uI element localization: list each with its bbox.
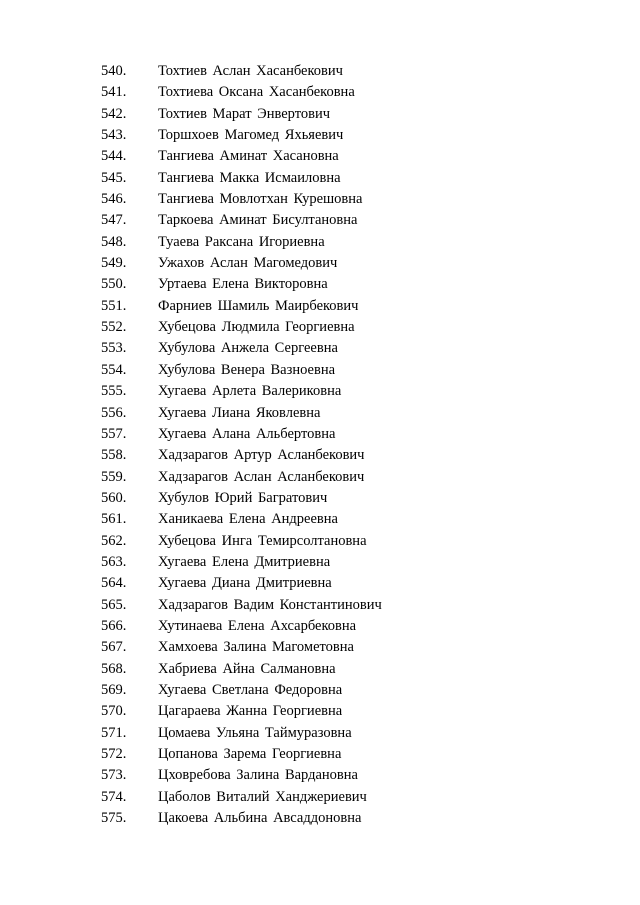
entry-number: 544. — [101, 148, 127, 165]
list-item — [0, 403, 640, 424]
list-item — [0, 125, 640, 146]
entry-name: Ханикаева Елена Андреевна — [158, 511, 338, 528]
entry-name: Хабриева Айна Салмановна — [158, 660, 336, 677]
entry-name: Фарниев Шамиль Маирбекович — [158, 297, 359, 314]
entry-number: 552. — [101, 319, 127, 336]
entry-number: 541. — [101, 84, 127, 101]
entry-number: 551. — [101, 297, 127, 314]
entry-name: Цакоева Альбина Авсаддоновна — [158, 810, 362, 827]
entry-name: Хубулова Анжела Сергеевна — [158, 340, 338, 357]
entry-name: Хугаева Арлета Валериковна — [158, 383, 342, 400]
entry-number: 549. — [101, 255, 127, 272]
entry-number: 575. — [101, 810, 127, 827]
entry-name: Тохтиев Аслан Хасанбекович — [158, 63, 343, 79]
list-item — [0, 744, 640, 765]
entry-name: Цаболов Виталий Ханджериевич — [158, 788, 367, 805]
entry-name: Уртаева Елена Викторовна — [158, 276, 328, 293]
entry-name: Хугаева Елена Дмитриевна — [158, 553, 331, 570]
list-item — [0, 808, 640, 829]
entry-name: Хадзарагов Вадим Константинович — [158, 596, 382, 613]
entry-number: 558. — [101, 447, 127, 464]
list-item — [0, 616, 640, 637]
entry-number: 573. — [101, 767, 127, 784]
entry-name: Тохтиев Марат Энвертович — [158, 105, 331, 122]
list-item — [0, 317, 640, 338]
list-item — [0, 637, 640, 658]
entry-name: Хугаева Диана Дмитриевна — [158, 575, 332, 592]
entry-number: 568. — [101, 660, 127, 677]
entry-number: 572. — [101, 746, 127, 762]
entry-name: Хадзарагов Артур Асланбекович — [158, 447, 365, 464]
entry-name: Цховребова Залина Вардановна — [158, 767, 358, 784]
list-item — [0, 82, 640, 103]
list-item — [0, 168, 640, 189]
entry-name: Торшхоев Магомед Яхьяевич — [158, 127, 344, 144]
entry-number: 566. — [101, 617, 127, 634]
list-item — [0, 445, 640, 466]
entry-name: Тангиева Макка Исмаиловна — [158, 169, 341, 186]
list-item — [0, 424, 640, 445]
entry-number: 567. — [101, 639, 127, 656]
entry-name: Хубулов Юрий Багратович — [158, 489, 328, 506]
entry-name: Туаева Раксана Игориевна — [158, 233, 325, 250]
list-item — [0, 189, 640, 210]
entry-number: 540. — [101, 63, 127, 79]
entry-name: Хугаева Светлана Федоровна — [158, 681, 343, 698]
entry-name: Цагараева Жанна Георгиевна — [158, 703, 343, 720]
list-item — [0, 531, 640, 552]
entry-name: Хубецова Людмила Георгиевна — [158, 319, 355, 336]
list-item — [0, 787, 640, 808]
entry-name: Тангиева Мовлотхан Курешовна — [158, 191, 363, 208]
entry-name: Хубулова Венера Вазноевна — [158, 361, 336, 378]
entry-number: 555. — [101, 383, 127, 400]
list-item — [0, 338, 640, 359]
entry-number: 547. — [101, 212, 127, 229]
list-item — [0, 296, 640, 317]
list-item — [0, 146, 640, 167]
entry-number: 562. — [101, 532, 127, 549]
list-item — [0, 680, 640, 701]
entry-name: Хамхоева Залина Магометовна — [158, 639, 354, 656]
list-item — [0, 723, 640, 744]
entry-name: Таркоева Аминат Бисултановна — [158, 212, 358, 229]
entry-number: 543. — [101, 127, 127, 144]
list-item — [0, 104, 640, 125]
entry-number: 560. — [101, 489, 127, 506]
list-item — [0, 232, 640, 253]
entry-name: Тохтиева Оксана Хасанбековна — [158, 84, 355, 101]
list-item — [0, 701, 640, 722]
list-item — [0, 61, 640, 82]
entry-number: 545. — [101, 169, 127, 186]
entry-number: 571. — [101, 724, 127, 741]
entry-name: Хутинаева Елена Ахсарбековна — [158, 617, 357, 634]
entry-name: Тангиева Аминат Хасановна — [158, 148, 339, 165]
entry-name: Хугаева Лиана Яковлевна — [158, 404, 321, 421]
entry-number: 556. — [101, 404, 127, 421]
entry-number: 574. — [101, 788, 127, 805]
list-item — [0, 765, 640, 786]
entry-name: Хадзарагов Аслан Асланбекович — [158, 468, 365, 485]
entry-number: 550. — [101, 276, 127, 293]
entry-number: 559. — [101, 468, 127, 485]
entry-name: Хубецова Инга Темирсолтановна — [158, 532, 367, 549]
list-item — [0, 467, 640, 488]
entry-name: Хугаева Алана Альбертовна — [158, 425, 336, 442]
list-item — [0, 509, 640, 530]
entry-name: Цомаева Ульяна Таймуразовна — [158, 724, 352, 741]
list-item — [0, 360, 640, 381]
list-item — [0, 381, 640, 402]
entry-number: 564. — [101, 575, 127, 592]
entry-number: 553. — [101, 340, 127, 357]
list-item — [0, 659, 640, 680]
entry-number: 570. — [101, 703, 127, 720]
entry-number: 561. — [101, 511, 127, 528]
list-item — [0, 552, 640, 573]
list-item — [0, 488, 640, 509]
entry-number: 554. — [101, 361, 127, 378]
entry-name: Ужахов Аслан Магомедович — [158, 255, 338, 272]
entry-number: 565. — [101, 596, 127, 613]
entry-number: 557. — [101, 425, 127, 442]
entry-number: 569. — [101, 681, 127, 698]
entry-number: 548. — [101, 233, 127, 250]
list-item — [0, 595, 640, 616]
entry-name: Цопанова Зарема Георгиевна — [158, 746, 342, 762]
list-item — [0, 210, 640, 231]
entry-number: 546. — [101, 191, 127, 208]
names-list — [0, 61, 640, 829]
entry-number: 542. — [101, 105, 127, 122]
list-item — [0, 253, 640, 274]
entry-number: 563. — [101, 553, 127, 570]
list-item — [0, 573, 640, 594]
list-item — [0, 274, 640, 295]
